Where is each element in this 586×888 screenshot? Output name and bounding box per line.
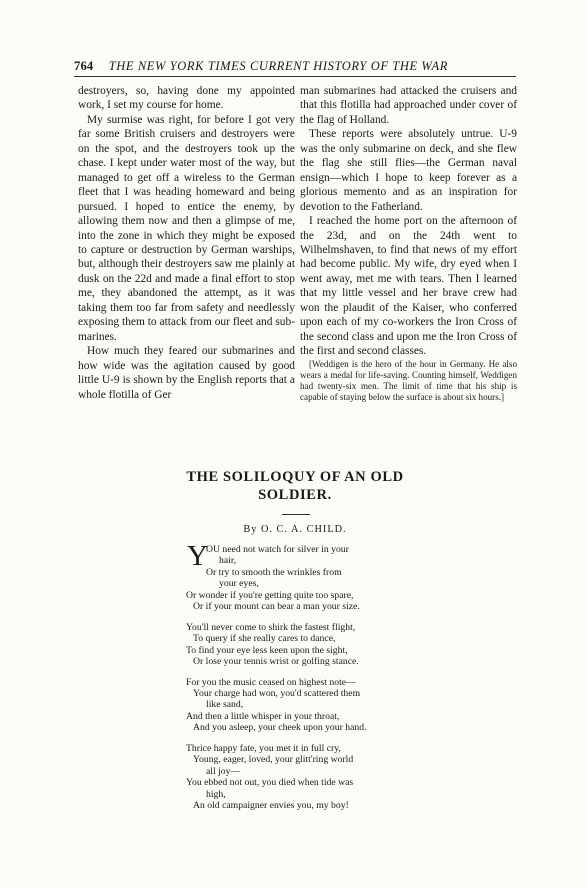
paragraph: destroyers, so, having done my appointed work, I set my course for home. (78, 85, 295, 112)
drop-cap: Y (187, 540, 208, 572)
poem-line: And then a little whisper in your throat, (186, 710, 340, 722)
poem-line: high, (206, 788, 226, 800)
poem-line: To find your eye less keen upon the sight, (186, 644, 348, 656)
poem-line: Or if your mount can bear a man your size. (193, 601, 360, 613)
paragraph: My surmise was right, for before I got very far some British cruisers and destroyers were on the spot, and the destroyers took up the chase. I kept under water most of the way, but managed to get off a wireless to the German fleet that I was heading homeward and being pursued. I hoped to entice the enemy, by allowing them now and then a glimpse of me, into the zone in which they might be exposed to capture or destruction by German warships, but, although their destroyers saw me plainly at dusk on the 22d and made a final effort to stop me, they abandoned the attempt, as it was taking them too far from safety and needlessly exposing them to attack from our fleet and submarines. (78, 113, 295, 343)
poem-line: Thrice happy fate, you met it in full cry, (186, 742, 341, 754)
title-divider (282, 514, 310, 515)
right-column (300, 84, 517, 403)
poem-stanza (186, 743, 418, 812)
paragraph: man submarines had attacked the cruisers and that this flotilla had approached under cover of the flag of Holland. (300, 85, 517, 126)
poem-line: your eyes, (219, 578, 259, 590)
poem-line: Your charge had won, you'd scattered them (193, 687, 361, 699)
poem-line: An old campaigner envies you, my boy! (193, 800, 349, 812)
poem-stanza (186, 622, 418, 668)
poem-line: And you asleep, your cheek upon your hand. (193, 722, 367, 734)
page-number: 764 (74, 59, 94, 73)
poem-line: all joy— (206, 765, 241, 777)
poem-title-line: SOLDIER. (258, 487, 332, 503)
poem-line: You'll never come to shirk the fastest flight, (186, 621, 356, 633)
poem-line: You ebbed not out, you died when tide was (186, 777, 354, 789)
running-title: THE NEW YORK TIMES CURRENT HISTORY OF THE WAR (108, 59, 449, 73)
left-column (78, 84, 295, 402)
poem-line: like sand, (206, 699, 244, 711)
poem-byline: By O. C. A. CHILD. (243, 524, 347, 535)
poem-line: OU need not watch for silver in your (206, 544, 349, 555)
poem-line: Or try to smooth the wrinkles from (206, 566, 342, 578)
running-header (74, 59, 520, 74)
poem-line: hair, (219, 555, 237, 567)
paragraph: How much they feared our submarines and how wide was the agitation caused by good little U-9 is shown by the English reports that a whole flotilla of Ger (78, 345, 295, 401)
poem-title-line: THE SOLILOQUY OF AN OLD (186, 469, 404, 485)
poem-line: Or lose your tennis wrist or golfing stance. (193, 656, 359, 668)
paragraph: I reached the home port on the afternoon of the 23d, and on the 24th went to Wilhelmshaven, to find that news of my effort had become public. My wife, dry eyed when I went away, met me with tears. Then I learned that my little vessel and her brave crew had won the plaudit of the Kaiser, who conferred upon each of my co-workers the Iron Cross of the second class and upon me the Iron Cross of the first and second classes. (300, 215, 517, 358)
poem-stanza (186, 540, 418, 613)
poem-line: Or wonder if you're getting quite too spare, (186, 589, 354, 601)
poem-line: For you the music ceased on highest note— (186, 676, 356, 688)
poem-line: Young, eager, loved, your glitt'ring world (193, 754, 354, 766)
header-rule (74, 76, 516, 77)
poem-stanza (186, 677, 418, 734)
paragraph: These reports were absolutely untrue. U-9 was the only submarine on deck, and she flew the flag she still flies—the German naval ensign—which I hope to keep forever as a glorious memento and as an inspiration for devotion to the Fatherland. (300, 128, 517, 213)
editor-note: [Weddigen is the hero of the hour in Germany. He also wears a medal for life-saving. Counting himself, Weddigen had twenty-six men. The limit of time that his ship is capable of staying below the surface is about six hours.] (300, 358, 517, 402)
poem-body (186, 540, 418, 821)
poem-line: To query if she really cares to dance, (193, 633, 336, 645)
poem-title (150, 468, 440, 504)
